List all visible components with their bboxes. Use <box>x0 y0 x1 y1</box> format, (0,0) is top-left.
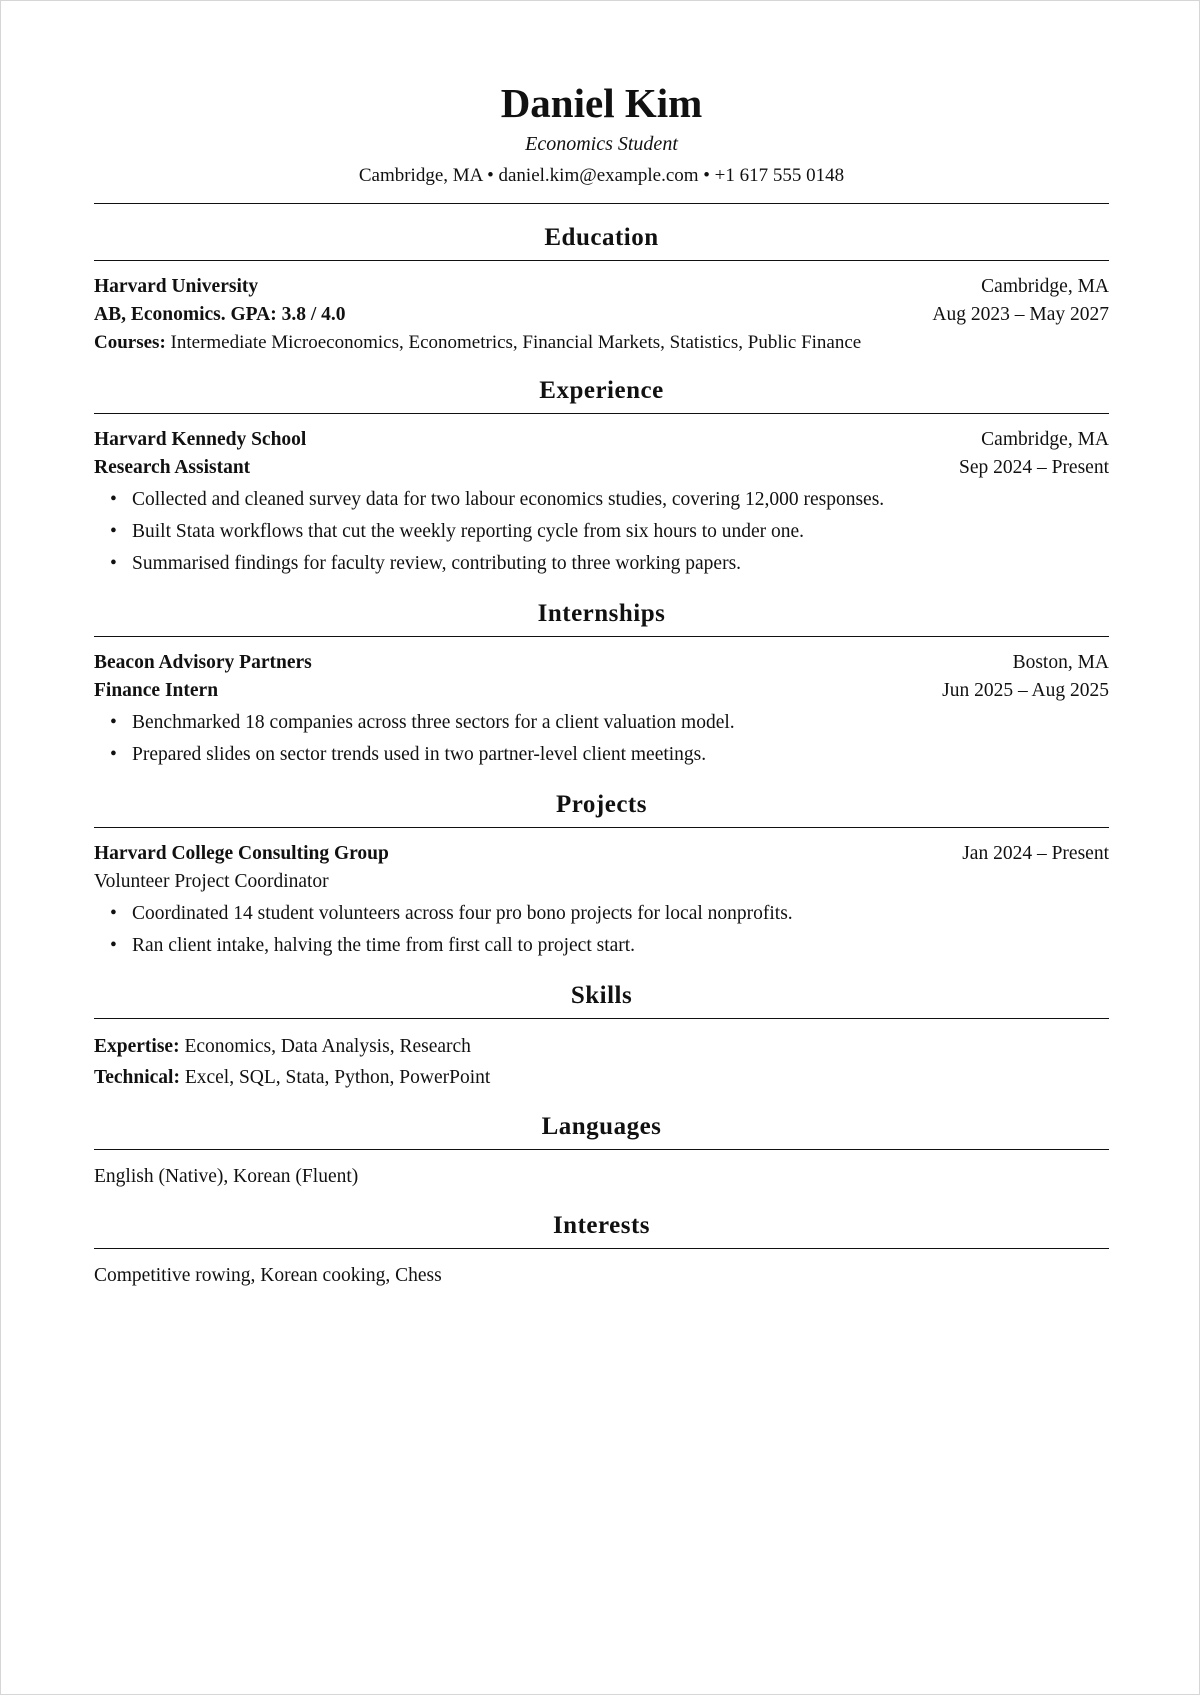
internship-dates: Jun 2025 – Aug 2025 <box>942 680 1109 701</box>
skills-section <box>94 980 1109 1093</box>
languages-body <box>94 1150 1109 1192</box>
interests-section <box>94 1210 1109 1291</box>
project-role-row <box>94 868 1109 896</box>
candidate-name: Daniel Kim <box>500 80 703 126</box>
contact-line: Cambridge, MA • daniel.kim@example.com • +1 617 555 0148 <box>358 165 845 186</box>
list-item <box>110 930 1109 962</box>
expertise-line <box>94 1031 1109 1062</box>
section-title-projects: Projects <box>94 789 1109 828</box>
internship-org-row <box>94 649 1109 677</box>
expertise-list: Economics, Data Analysis, Research <box>184 1036 471 1057</box>
experience-section <box>94 375 1109 580</box>
list-item <box>110 516 1109 548</box>
experience-bullets <box>94 484 1109 580</box>
courses-line <box>94 329 1109 357</box>
list-item <box>110 548 1109 580</box>
experience-role: Research Assistant <box>94 457 251 478</box>
skills-body <box>94 1019 1109 1093</box>
experience-org: Harvard Kennedy School <box>94 429 307 450</box>
bullet-text: Coordinated 14 student volunteers across four pro bono projects for local nonprofits. <box>132 903 793 924</box>
experience-location: Cambridge, MA <box>981 429 1109 450</box>
bullet-icon: • <box>110 521 117 542</box>
project-dates: Jan 2024 – Present <box>962 843 1109 864</box>
bullet-icon: • <box>110 903 117 924</box>
experience-dates: Sep 2024 – Present <box>958 457 1109 478</box>
project-org: Harvard College Consulting Group <box>94 843 389 864</box>
experience-role-row <box>94 454 1109 482</box>
resume-content <box>94 77 1109 1291</box>
section-title-education: Education <box>94 222 1109 261</box>
section-title-interests: Interests <box>94 1210 1109 1249</box>
bullet-icon: • <box>110 553 117 574</box>
languages-section <box>94 1111 1109 1192</box>
bullet-text: Benchmarked 18 companies across three sectors for a client valuation model. <box>132 712 735 733</box>
project-role: Volunteer Project Coordinator <box>94 871 329 892</box>
courses-list: Intermediate Microeconomics, Econometrics, Financial Markets, Statistics, Public Finance <box>170 332 862 353</box>
interests-body <box>94 1249 1109 1291</box>
bullet-text: Ran client intake, halving the time from first call to project start. <box>132 935 636 956</box>
technical-label: Technical: <box>94 1067 180 1088</box>
projects-body <box>94 828 1109 962</box>
courses-label: Courses: <box>94 332 166 353</box>
list-item <box>110 898 1109 930</box>
education-degree-row <box>94 301 1109 329</box>
internship-bullets <box>94 707 1109 771</box>
technical-list: Excel, SQL, Stata, Python, PowerPoint <box>184 1067 491 1088</box>
bullet-text: Summarised findings for faculty review, contributing to three working papers. <box>132 553 742 574</box>
internship-role: Finance Intern <box>94 680 219 701</box>
internship-location: Boston, MA <box>1012 652 1109 673</box>
school-location: Cambridge, MA <box>981 276 1109 297</box>
interests-text: Competitive rowing, Korean cooking, Chess <box>94 1265 442 1286</box>
resume-header <box>94 77 1109 204</box>
education-body <box>94 261 1109 357</box>
bullet-text: Prepared slides on sector trends used in two partner-level client meetings. <box>132 744 707 765</box>
header-divider <box>94 203 1109 204</box>
section-title-languages: Languages <box>94 1111 1109 1150</box>
section-title-internships: Internships <box>94 598 1109 637</box>
bullet-text: Built Stata workflows that cut the weekly reporting cycle from six hours to under one. <box>132 521 805 542</box>
list-item <box>110 484 1109 516</box>
education-section <box>94 222 1109 357</box>
section-title-skills: Skills <box>94 980 1109 1019</box>
list-item <box>110 707 1109 739</box>
internship-role-row <box>94 677 1109 705</box>
internships-section <box>94 598 1109 771</box>
section-title-experience: Experience <box>94 375 1109 414</box>
project-bullets <box>94 898 1109 962</box>
degree: AB, Economics. GPA: 3.8 / 4.0 <box>94 304 346 325</box>
education-dates: Aug 2023 – May 2027 <box>932 304 1109 325</box>
list-item <box>110 739 1109 771</box>
bullet-text: Collected and cleaned survey data for two labour economics studies, covering 12,000 responses. <box>132 489 885 510</box>
expertise-label: Expertise: <box>94 1036 180 1057</box>
bullet-icon: • <box>110 712 117 733</box>
internship-org: Beacon Advisory Partners <box>94 652 312 673</box>
project-org-row <box>94 840 1109 868</box>
bullet-icon: • <box>110 489 117 510</box>
experience-org-row <box>94 426 1109 454</box>
school-name: Harvard University <box>94 276 259 297</box>
experience-body <box>94 414 1109 580</box>
bullet-icon: • <box>110 935 117 956</box>
bullet-icon: • <box>110 744 117 765</box>
technical-line <box>94 1062 1109 1093</box>
projects-section <box>94 789 1109 962</box>
candidate-headline: Economics Student <box>525 133 678 155</box>
internships-body <box>94 637 1109 771</box>
languages-text: English (Native), Korean (Fluent) <box>94 1166 359 1187</box>
education-school-row <box>94 273 1109 301</box>
